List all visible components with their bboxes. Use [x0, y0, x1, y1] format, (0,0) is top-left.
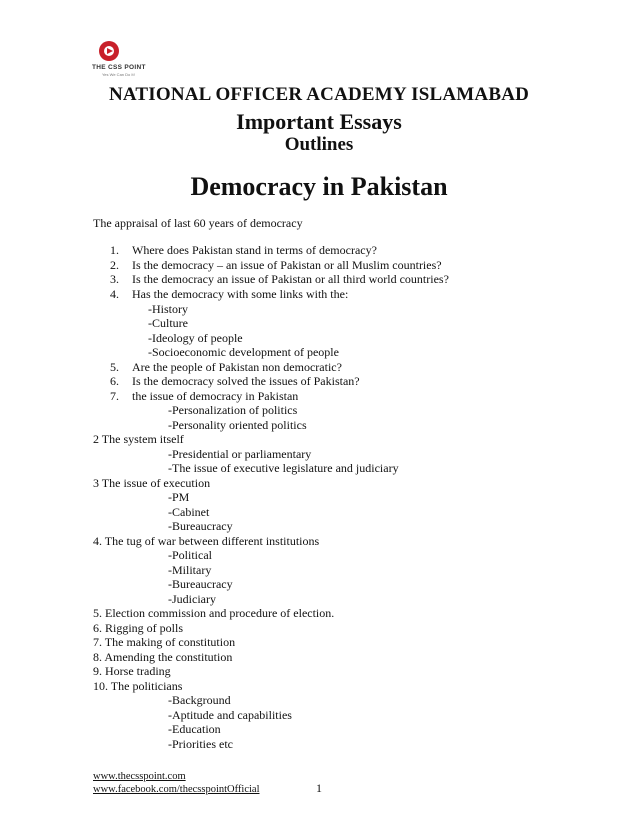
- sub-item: -Background: [168, 693, 231, 707]
- outlines-heading: Outlines: [284, 134, 354, 155]
- sub-item: -Ideology of people: [148, 331, 243, 345]
- list-number: 3.: [110, 272, 119, 286]
- sub-item: -Aptitude and capabilities: [168, 708, 292, 722]
- section-heading: 7. The making of constitution: [93, 635, 236, 649]
- section-heading: 6. Rigging of polls: [93, 621, 184, 635]
- section-heading: 9. Horse trading: [93, 664, 171, 678]
- essays-heading: Important Essays: [236, 109, 402, 134]
- sub-item: -PM: [168, 490, 190, 504]
- academy-heading: NATIONAL OFFICER ACADEMY ISLAMABAD: [108, 84, 530, 105]
- sub-item: -History: [148, 302, 188, 316]
- list-text: the issue of democracy in Pakistan: [132, 389, 299, 403]
- page-number: 1: [316, 781, 322, 795]
- list-number: 5.: [110, 360, 119, 374]
- sub-item: -Priorities etc: [168, 737, 233, 751]
- sub-item: -Personality oriented politics: [168, 418, 307, 432]
- section-heading: 10. The politicians: [93, 679, 183, 693]
- sub-item: -Bureaucracy: [168, 577, 233, 591]
- list-text: Where does Pakistan stand in terms of democracy?: [132, 243, 377, 257]
- sub-item: -The issue of executive legislature and judiciary: [168, 461, 399, 475]
- sub-item: -Presidential or parliamentary: [168, 447, 312, 461]
- section-heading: 8. Amending the constitution: [93, 650, 233, 664]
- logo-text: THE CSS POINT: [92, 64, 146, 71]
- sub-item: -Personalization of politics: [168, 403, 298, 417]
- list-text: Is the democracy an issue of Pakistan or all third world countries?: [132, 272, 449, 286]
- sub-item: -Judiciary: [168, 592, 216, 606]
- intro-text: The appraisal of last 60 years of democracy: [93, 216, 303, 230]
- sub-item: -Education: [168, 722, 221, 736]
- list-text: Is the democracy solved the issues of Pakistan?: [132, 374, 360, 388]
- list-number: 2.: [110, 258, 119, 272]
- list-text: Are the people of Pakistan non democratic?: [132, 360, 342, 374]
- section-heading: 4. The tug of war between different institutions: [93, 534, 320, 548]
- section-heading: 3 The issue of execution: [93, 476, 211, 490]
- logo-tagline: Yes We Can Do It!: [102, 72, 135, 77]
- website-link[interactable]: www.thecsspoint.com: [93, 771, 186, 782]
- list-text: Is the democracy – an issue of Pakistan or all Muslim countries?: [132, 258, 442, 272]
- list-number: 1.: [110, 243, 119, 257]
- list-number: 4.: [110, 287, 119, 301]
- section-heading: 2 The system itself: [93, 432, 184, 446]
- page-title: Democracy in Pakistan: [190, 172, 448, 201]
- list-text: Has the democracy with some links with the:: [132, 287, 349, 301]
- facebook-link[interactable]: www.facebook.com/thecsspointOfficial: [93, 784, 260, 795]
- sub-item: -Socioeconomic development of people: [148, 345, 339, 359]
- list-number: 6.: [110, 374, 119, 388]
- sub-item: -Political: [168, 548, 212, 562]
- sub-item: -Culture: [148, 316, 188, 330]
- sub-item: -Cabinet: [168, 505, 210, 519]
- sub-item: -Bureaucracy: [168, 519, 233, 533]
- logo-emblem-icon: [98, 40, 120, 62]
- logo: [92, 40, 162, 86]
- list-number: 7.: [110, 389, 119, 403]
- sub-item: -Military: [168, 563, 212, 577]
- section-heading: 5. Election commission and procedure of election.: [93, 606, 335, 620]
